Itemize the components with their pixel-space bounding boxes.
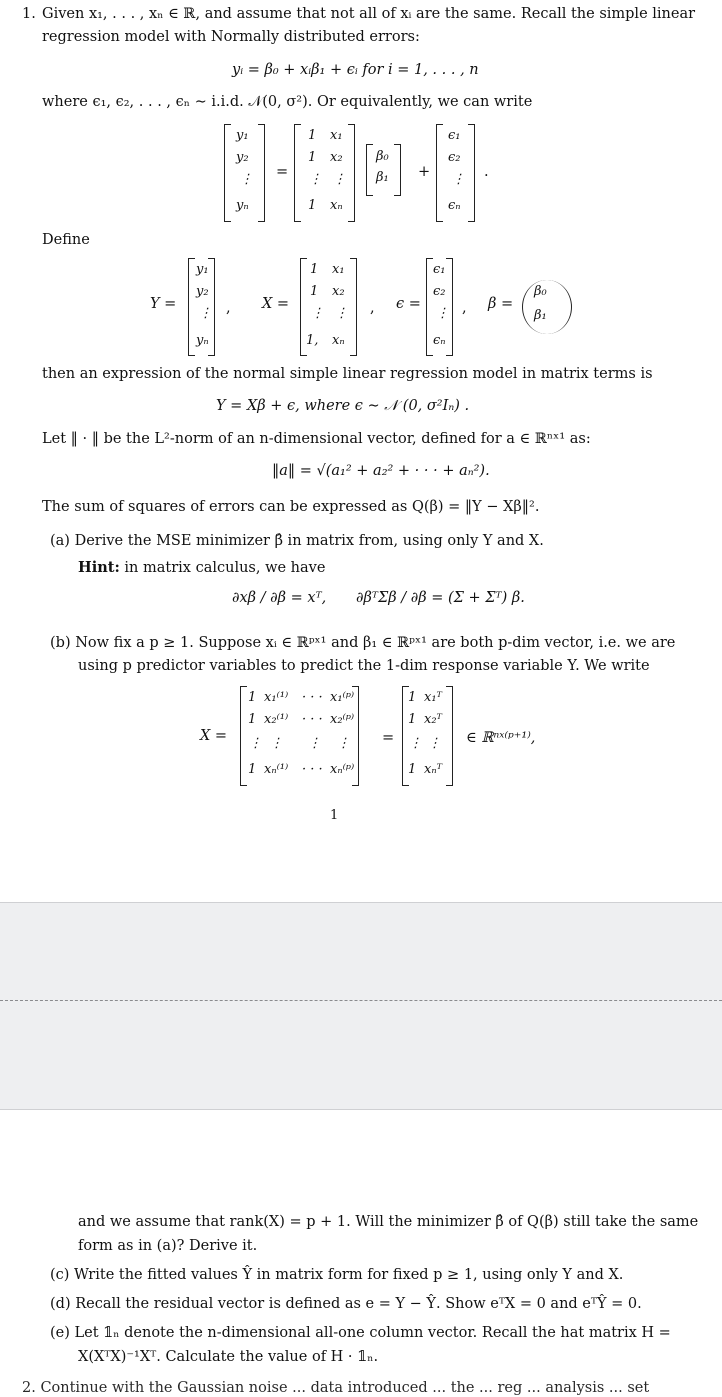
- x-entry: x₂⁽ᵖ⁾: [330, 712, 355, 727]
- x-label: X =: [262, 296, 290, 312]
- hint-equation-2: ∂βᵀΣβ / ∂β = (Σ + Σᵀ) β.: [356, 590, 525, 606]
- equals-sign: =: [382, 730, 395, 746]
- hint-equation-1: ∂xβ / ∂β = xᵀ,: [232, 590, 327, 606]
- eps-entry: ϵ₁: [433, 262, 446, 277]
- x-entry: xₙᵀ: [424, 762, 443, 777]
- x-entry: x₁: [330, 128, 343, 143]
- norm-line: Let ‖ · ‖ be the L²-norm of an n-dimensional vector, defined for a ∈ ℝⁿˣ¹ as:: [42, 431, 591, 447]
- x-entry: x₂: [330, 150, 343, 165]
- x-entry: · · ·: [302, 762, 323, 777]
- hint-label: Hint:: [78, 559, 120, 576]
- part-e-line-1: (e) Let 𝟙ₙ denote the n-dimensional all-one column vector. Recall the hat matrix H =: [50, 1325, 671, 1341]
- x-entry: x₂⁽¹⁾: [264, 712, 289, 727]
- y-entry: ⋮: [240, 172, 253, 187]
- comma: ,: [462, 300, 467, 316]
- part-c: (c) Write the fitted values Ŷ in matrix form for fixed p ≥ 1, using only Y and X.: [50, 1267, 624, 1283]
- x-entry: xₙ⁽¹⁾: [264, 762, 289, 777]
- x-entry: 1: [248, 690, 257, 705]
- eps-entry: ϵₙ: [448, 198, 461, 213]
- define-label: Define: [42, 232, 90, 248]
- eps-entry: ⋮: [452, 172, 465, 187]
- beta-entry: β₁: [534, 308, 547, 323]
- x-entry: ⋮: [409, 736, 422, 751]
- x-entry: xₙ: [330, 198, 343, 213]
- x-entry: ⋮: [249, 736, 262, 751]
- sse-line: The sum of squares of errors can be expressed as Q(β) = ‖Y − Xβ‖².: [42, 499, 540, 515]
- x-entry: 1: [248, 762, 257, 777]
- part-b-line-2: using p predictor variables to predict the 1-dim response variable Y. We write: [78, 658, 650, 674]
- x-entry: · · ·: [302, 712, 323, 727]
- x-entry: ⋮: [309, 172, 322, 187]
- y-entry: y₁: [196, 262, 209, 277]
- beta-entry: β₀: [376, 149, 389, 164]
- x-entry: x₁⁽ᵖ⁾: [330, 690, 355, 705]
- x-entry: 1: [310, 284, 319, 299]
- eps-entry: ϵₙ: [433, 333, 446, 348]
- x-entry: ⋮: [333, 172, 346, 187]
- eps-entry: ϵ₂: [433, 284, 446, 299]
- x-entry: ⋮: [335, 306, 348, 321]
- x-entry: · · ·: [302, 690, 323, 705]
- x-label: X =: [200, 728, 228, 744]
- intro-line-1: Given x₁, . . . , xₙ ∈ ℝ, and assume that not all of xᵢ are the same. Recall the simple linear: [42, 6, 696, 22]
- hint-line: [78, 559, 325, 577]
- x-entry: 1: [308, 128, 317, 143]
- plus-sign: +: [418, 164, 431, 180]
- x-entry: 1: [248, 712, 257, 727]
- intro-line-2: regression model with Normally distributed errors:: [42, 29, 420, 45]
- part-b-line-1: (b) Now fix a p ≥ 1. Suppose xᵢ ∈ ℝᵖˣ¹ and β₁ ∈ ℝᵖˣ¹ are both p-dim vector, i.e. we are: [50, 635, 676, 651]
- beta-parens: [522, 280, 572, 334]
- x-entry: 1: [408, 690, 417, 705]
- y-entry: ⋮: [199, 306, 212, 321]
- x-dimensions: ∈ ℝⁿˣ⁽ᵖ⁺¹⁾,: [466, 730, 536, 746]
- part-d: (d) Recall the residual vector is defined as e = Y − Ŷ. Show eᵀX = 0 and eᵀŶ = 0.: [50, 1296, 642, 1312]
- x-entry: x₁ᵀ: [424, 690, 443, 705]
- x-entry: x₁⁽¹⁾: [264, 690, 289, 705]
- y-entry: yₙ: [196, 333, 209, 348]
- problem-number: 1.: [22, 6, 36, 22]
- page-break-line: [0, 1000, 722, 1001]
- eps-entry: ϵ₁: [448, 128, 461, 143]
- beta-entry: β₁: [376, 170, 389, 185]
- where-line: where ϵ₁, ϵ₂, . . . , ϵₙ ∼ i.i.d. 𝒩(0, σ²). Or equivalently, we can write: [42, 94, 533, 110]
- x-entry: 1: [308, 150, 317, 165]
- x-entry: ⋮: [270, 736, 283, 751]
- x-entry: x₂: [332, 284, 345, 299]
- equals-sign: =: [276, 164, 289, 180]
- matrix-model: Y = Xβ + ϵ, where ϵ ∼ 𝒩 (0, σ²Iₙ) .: [216, 398, 470, 414]
- y-entry: y₂: [236, 150, 249, 165]
- x-entry: 1,: [306, 333, 319, 348]
- x-entry: xₙ: [332, 333, 345, 348]
- x-entry: ⋮: [308, 736, 321, 751]
- period: .: [484, 164, 489, 180]
- y-label: Y =: [150, 296, 177, 312]
- y-entry: y₂: [196, 284, 209, 299]
- x-entry: 1: [308, 198, 317, 213]
- hint-text: in matrix calculus, we have: [119, 560, 326, 576]
- x-entry: 1: [408, 712, 417, 727]
- comma: ,: [370, 300, 375, 316]
- beta-label: β =: [488, 296, 514, 312]
- continuation-line-1: and we assume that rank(X) = p + 1. Will the minimizer β̂ of Q(β) still take the same: [78, 1214, 699, 1230]
- continuation-line-2: form as in (a)? Derive it.: [78, 1238, 258, 1254]
- x-entry: xₙ⁽ᵖ⁾: [330, 762, 355, 777]
- x-entry: ⋮: [311, 306, 324, 321]
- page-number: 1: [330, 808, 339, 823]
- comma: ,: [226, 300, 231, 316]
- beta-entry: β₀: [534, 284, 547, 299]
- part-e-line-2: X(XᵀX)⁻¹Xᵀ. Calculate the value of H · 𝟙ₙ.: [78, 1349, 379, 1365]
- eps-entry: ϵ₂: [448, 150, 461, 165]
- x-entry: x₂ᵀ: [424, 712, 443, 727]
- model-equation: yᵢ = β₀ + xᵢβ₁ + ϵᵢ for i = 1, . . . , n: [232, 62, 479, 78]
- page-break-gap: [0, 902, 722, 1110]
- x-entry: 1: [408, 762, 417, 777]
- x-entry: ⋮: [428, 736, 441, 751]
- x-entry: 1: [310, 262, 319, 277]
- then-line: then an expression of the normal simple linear regression model in matrix terms is: [42, 366, 653, 382]
- part-a: (a) Derive the MSE minimizer β̂ in matrix from, using only Y and X.: [50, 533, 544, 549]
- eps-label: ϵ =: [396, 296, 421, 312]
- x-entry: x₁: [332, 262, 345, 277]
- norm-definition: ‖a‖ = √(a₁² + a₂² + · · · + aₙ²).: [272, 463, 490, 479]
- y-entry: yₙ: [236, 198, 249, 213]
- y-entry: y₁: [236, 128, 249, 143]
- x-entry: ⋮: [337, 736, 350, 751]
- eps-entry: ⋮: [436, 306, 449, 321]
- next-problem-fragment: 2. Continue with the Gaussian noise ... data introduced ... the ... reg ... analysis ... set: [22, 1380, 650, 1396]
